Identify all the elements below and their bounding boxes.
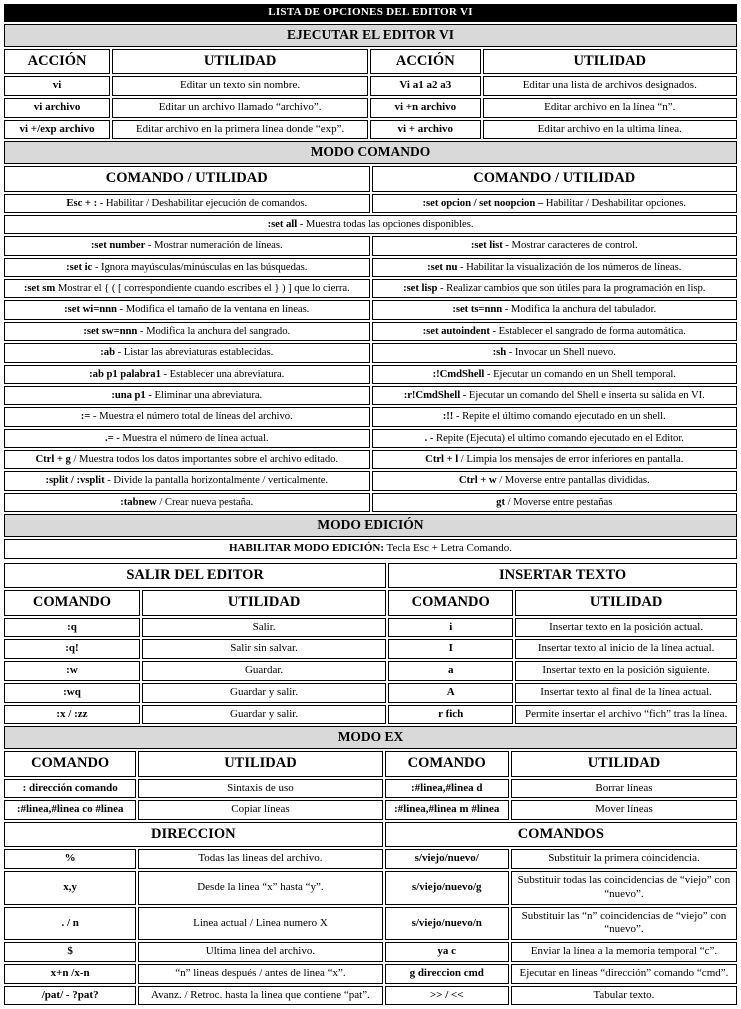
cell-text: Linea actual / Linea numero X	[193, 916, 328, 929]
table-cell	[138, 964, 382, 984]
header-row	[4, 751, 737, 776]
header-cell: UTILIDAD	[483, 49, 737, 74]
table-cell	[4, 493, 370, 512]
cell-text: Insertar texto en la posición actual.	[549, 620, 704, 633]
header-cell: COMANDOS	[385, 822, 737, 847]
table-row	[4, 322, 737, 341]
table-row	[4, 236, 737, 255]
header-cell: UTILIDAD	[138, 751, 382, 776]
table-cell	[385, 779, 509, 799]
table-cell	[4, 539, 737, 559]
cell-command: A	[446, 685, 455, 698]
table-row	[4, 639, 737, 659]
cell-command: Ctrl + w	[458, 474, 497, 487]
cell-text: - Habilitar la visualización de los números de líneas.	[457, 260, 682, 273]
cell-text: - Modifica la anchura del tabulador.	[502, 303, 657, 316]
cell-command: i	[449, 620, 453, 633]
table-cell	[388, 683, 513, 703]
table-modo-comando	[2, 164, 739, 514]
cell-text: Ultima linea del archivo.	[205, 945, 316, 958]
table-cell	[385, 986, 509, 1006]
cell-command: :set ic	[66, 260, 93, 273]
cell-text: Borrar líneas	[595, 781, 653, 794]
table-cell	[372, 236, 738, 255]
table-row	[4, 471, 737, 490]
table-row	[4, 705, 737, 725]
cell-command: :set number	[90, 239, 146, 252]
cell-text: Guardar y salir.	[230, 685, 299, 698]
table-row	[4, 539, 737, 559]
banner-ejecutar: EJECUTAR EL EDITOR VI	[4, 24, 737, 47]
cell-command: :set wi=nnn	[64, 303, 117, 316]
table-cell	[138, 800, 382, 820]
cell-command: vi +n archivo	[394, 100, 457, 113]
header-row	[4, 590, 737, 615]
header-cell: DIRECCION	[4, 822, 383, 847]
table-cell	[511, 779, 737, 799]
cell-text: Salir.	[252, 620, 276, 633]
table-ejecutar	[2, 47, 739, 142]
table-row	[4, 407, 737, 426]
cell-command: :set list	[470, 239, 503, 252]
table-cell	[388, 618, 513, 638]
header-cell: COMANDO / UTILIDAD	[372, 166, 738, 191]
table-cell	[388, 705, 513, 725]
cell-text: - Muestra todas las opciones disponibles.	[297, 217, 474, 230]
table-cell	[372, 322, 738, 341]
table-habilitar	[2, 537, 739, 561]
table-cell	[4, 365, 370, 384]
banner-modo-ex: MODO EX	[4, 726, 737, 749]
sheet-title: LISTA DE OPCIONES DEL EDITOR VI	[4, 4, 737, 22]
table-row	[4, 779, 737, 799]
cell-command: :#linea,#linea d	[410, 781, 483, 794]
cell-text: Insertar texto al inicio de la línea actual.	[537, 642, 715, 655]
table-cell	[4, 300, 370, 319]
cell-text: Mostrar el { ( [ correspondiente cuando escribes el } ) ] que lo cierra.	[55, 282, 350, 295]
header-cell: UTILIDAD	[515, 590, 737, 615]
cell-text: Avanz. / Retroc. hasta la linea que contiene “pat”.	[151, 988, 370, 1001]
table-row	[4, 822, 737, 847]
cell-text: - Habilitar / Deshabilitar ejecución de comandos.	[97, 196, 308, 209]
cell-command: :set ts=nnn	[452, 303, 503, 316]
table-cell	[515, 705, 737, 725]
table-cell	[511, 907, 737, 941]
cell-command: ya c	[437, 945, 457, 958]
table-cell	[112, 120, 368, 140]
cell-command: x+n /x-n	[50, 966, 90, 979]
table-cell	[370, 120, 481, 140]
cell-text: Permite insertar el archivo “fich” tras la línea.	[525, 707, 728, 720]
table-row	[4, 450, 737, 469]
header-cell: COMANDO	[4, 751, 136, 776]
table-row	[4, 871, 737, 905]
cell-text: - Ejecutar un comando en un Shell temporal.	[484, 367, 676, 380]
table-cell	[4, 76, 110, 96]
table-cell	[4, 907, 136, 941]
table-row	[4, 194, 737, 213]
cell-command: :una p1	[111, 388, 146, 401]
cell-text: Substituir todas las coincidencias de “viejo” con “nuevo”.	[517, 874, 731, 900]
table-cell	[4, 683, 140, 703]
cell-command: :!CmdShell	[432, 367, 485, 380]
table-cell	[385, 849, 509, 869]
table-row	[4, 800, 737, 820]
cell-command: s/viejo/nuevo/	[414, 852, 479, 865]
cell-text: Editar archivo en la línea “n”.	[544, 100, 676, 113]
table-row	[4, 618, 737, 638]
table-cell	[4, 215, 737, 234]
cell-text: - Realizar cambios que son útiles para la programación en lisp.	[437, 282, 706, 295]
table-row	[4, 964, 737, 984]
table-cell	[511, 800, 737, 820]
cell-command: :set sm	[23, 282, 56, 295]
cell-command: :set all	[267, 217, 298, 230]
table-cell	[388, 661, 513, 681]
header-row	[4, 166, 737, 191]
table-cell	[4, 429, 370, 448]
table-cell	[4, 705, 140, 725]
cell-command: :x / :zz	[56, 707, 88, 720]
cell-command: :=	[80, 410, 91, 423]
table-cell	[4, 343, 370, 362]
cell-command: :tabnew	[120, 495, 157, 508]
cell-command: Esc + :	[66, 196, 98, 209]
cell-command: vi	[52, 79, 62, 92]
cell-command: :ab p1 palabra1	[89, 367, 161, 380]
table-cell	[4, 120, 110, 140]
header-row	[4, 563, 737, 588]
table-cell	[142, 661, 386, 681]
table-cell	[515, 639, 737, 659]
cell-text: Guardar.	[244, 664, 284, 677]
cell-text: - Invocar un Shell nuevo.	[506, 346, 616, 359]
cell-command: :sh	[492, 346, 507, 359]
table-row	[4, 215, 737, 234]
cell-text: / Moverse entre pantallas divididas.	[496, 474, 650, 487]
cell-text: Enviar la línea a la memoria temporal “c”.	[530, 945, 718, 958]
cell-command: Vi a1 a2 a3	[399, 79, 452, 92]
table-cell	[511, 986, 737, 1006]
cell-text: / Limpia los mensajes de error inferiores en pantalla.	[458, 453, 684, 466]
cell-command: :set opcion / set noopcion –	[422, 196, 544, 209]
header-cell: INSERTAR TEXTO	[388, 563, 737, 588]
table-cell	[4, 450, 370, 469]
cell-command: :#linea,#linea m #linea	[394, 803, 500, 816]
cell-command: :split / :vsplit	[45, 474, 105, 487]
table-cell	[4, 322, 370, 341]
cell-command: vi +/exp archivo	[19, 122, 95, 135]
table-row	[4, 986, 737, 1006]
table-cell	[385, 871, 509, 905]
cell-command: :set sw=nnn	[83, 324, 138, 337]
cell-text: Salir sin salvar.	[230, 642, 298, 655]
cell-text: Mover líneas	[595, 803, 653, 816]
table-row	[4, 98, 737, 118]
table-cell	[4, 471, 370, 490]
cell-text: - Listar las abreviaturas establecidas.	[114, 346, 274, 359]
cell-text: Editar un texto sin nombre.	[180, 79, 301, 92]
cell-text: - Ignora mayúsculas/minúsculas en las búsquedas.	[92, 260, 308, 273]
cell-command: :q	[67, 620, 77, 633]
cell-command: I	[448, 642, 453, 655]
cell-command: : dirección comando	[22, 781, 118, 794]
header-cell: UTILIDAD	[142, 590, 386, 615]
cell-command: vi + archivo	[397, 122, 454, 135]
table-modo-edicion	[2, 561, 739, 727]
table-row	[4, 493, 737, 512]
table-row	[4, 907, 737, 941]
table-cell	[372, 407, 738, 426]
table-row	[4, 300, 737, 319]
table-cell	[372, 194, 738, 213]
cell-text: Substituir la primera coincidencia.	[548, 852, 700, 865]
cell-command: .	[424, 431, 428, 444]
cell-command: vi archivo	[33, 100, 81, 113]
header-cell: UTILIDAD	[112, 49, 368, 74]
cell-text: Insertar texto al final de la línea actual.	[540, 685, 712, 698]
banner-modo-comando: MODO COMANDO	[4, 141, 737, 164]
cell-text: Copiar líneas	[231, 803, 290, 816]
table-cell	[4, 986, 136, 1006]
cell-command: >> / <<	[429, 988, 464, 1001]
cell-command: :w	[66, 664, 78, 677]
table-cell	[142, 705, 386, 725]
cell-text: Insertar texto en la posición siguiente.	[542, 664, 710, 677]
table-cell	[385, 964, 509, 984]
table-cell	[138, 942, 382, 962]
table-cell	[4, 618, 140, 638]
table-cell	[483, 120, 737, 140]
header-cell: COMANDO	[385, 751, 509, 776]
cell-text: Todas las lineas del archivo.	[198, 852, 323, 865]
table-cell	[4, 98, 110, 118]
table-row	[4, 343, 737, 362]
table-cell	[370, 76, 481, 96]
table-row	[4, 683, 737, 703]
table-cell	[372, 429, 738, 448]
cell-text: - Ejecutar un comando del Shell e inserta su salida en VI.	[460, 388, 705, 401]
cell-command: r fich	[438, 707, 464, 720]
table-row	[4, 365, 737, 384]
table-cell	[515, 683, 737, 703]
table-cell	[4, 661, 140, 681]
table-row	[4, 279, 737, 298]
header-cell: COMANDO	[388, 590, 513, 615]
header-cell: ACCIÓN	[370, 49, 481, 74]
table-cell	[4, 639, 140, 659]
cell-text: Habilitar / Deshabilitar opciones.	[543, 196, 686, 209]
cell-command: %	[64, 852, 76, 865]
table-cell	[385, 800, 509, 820]
table-cell	[372, 365, 738, 384]
cell-command: :wq	[63, 685, 81, 698]
table-cell	[372, 450, 738, 469]
table-cell	[4, 258, 370, 277]
cell-text: Editar una lista de archivos designados.	[522, 79, 697, 92]
table-cell	[515, 661, 737, 681]
cell-command: :set autoindent	[422, 324, 490, 337]
cell-text: “n” lineas después / antes de linea “x”.	[175, 966, 346, 979]
table-cell	[4, 871, 136, 905]
table-cell	[4, 279, 370, 298]
table-cell	[4, 386, 370, 405]
cell-text: - Establecer una abreviatura.	[160, 367, 285, 380]
header-cell: COMANDO / UTILIDAD	[4, 166, 370, 191]
table-cell	[511, 871, 737, 905]
table-row	[4, 258, 737, 277]
table-cell	[138, 779, 382, 799]
table-cell	[515, 618, 737, 638]
cell-text: Substituir las “n” coincidencias de “viejo” con “nuevo”.	[521, 909, 727, 936]
table-cell	[4, 407, 370, 426]
table-cell	[138, 907, 382, 941]
table-cell	[385, 907, 509, 941]
table-cell	[372, 279, 738, 298]
cell-text: Tabular texto.	[593, 988, 655, 1001]
table-cell	[511, 942, 737, 962]
cell-command: :q!	[65, 642, 79, 655]
cell-text: - Mostrar numeración de líneas.	[145, 239, 283, 252]
table-row	[4, 76, 737, 96]
table-row	[4, 849, 737, 869]
cell-text: / Muestra todos los datos importantes sobre el archivo editado.	[70, 453, 339, 466]
table-row	[4, 429, 737, 448]
cell-text: - Divide la pantalla horizontalmente / verticalmente.	[104, 474, 329, 487]
cell-command: :r!CmdShell	[403, 388, 461, 401]
cell-text: Guardar y salir.	[230, 707, 299, 720]
table-cell	[4, 236, 370, 255]
table-row	[4, 942, 737, 962]
cell-command: Ctrl + l	[425, 453, 459, 466]
table-cell	[138, 849, 382, 869]
cell-text: Editar archivo en la ultima línea.	[537, 122, 682, 135]
cell-text: Sintaxis de uso	[227, 781, 294, 794]
table-cell	[372, 386, 738, 405]
table-cell	[4, 779, 136, 799]
table-cell	[142, 683, 386, 703]
table-cell	[372, 343, 738, 362]
cell-command: $	[67, 945, 73, 958]
table-cell	[483, 76, 737, 96]
table-cell	[4, 800, 136, 820]
table-cell	[483, 98, 737, 118]
cell-command: s/viejo/nuevo/g	[411, 881, 482, 894]
table-cell	[138, 871, 382, 905]
cell-text: - Repite (Ejecuta) el ultimo comando ejecutado en el Editor.	[427, 431, 684, 444]
cell-text: Editar archivo en la primera línea donde “exp”.	[135, 122, 345, 135]
table-cell	[370, 98, 481, 118]
header-row	[4, 49, 737, 74]
cell-text: - Muestra el número total de líneas del archivo.	[90, 410, 293, 423]
cell-text: Ejecutar en lineas “dirección” comando “cmd”.	[519, 966, 729, 979]
table-cell	[138, 986, 382, 1006]
cell-command: Ctrl + g	[35, 453, 71, 466]
cell-text: - Eliminar una abreviatura.	[145, 388, 263, 401]
table-cell	[112, 76, 368, 96]
cell-command: g direccion cmd	[409, 966, 484, 979]
header-cell: COMANDO	[4, 590, 140, 615]
table-cell	[372, 493, 738, 512]
cell-text: Editar un archivo llamado “archivo”.	[158, 100, 322, 113]
cell-command: a	[447, 664, 454, 677]
cell-text: Desde la linea “x” hasta “y”.	[197, 881, 324, 894]
table-cell	[4, 849, 136, 869]
table-cell	[385, 942, 509, 962]
cell-command: :!!	[442, 410, 454, 423]
cell-command: . / n	[61, 916, 79, 929]
table-cell	[372, 471, 738, 490]
cell-text: - Modifica la anchura del sangrado.	[137, 324, 291, 337]
cell-command: HABILITAR MODO EDICIÓN:	[228, 542, 384, 555]
cell-command: x,y	[63, 881, 78, 894]
table-cell	[4, 964, 136, 984]
table-row	[4, 386, 737, 405]
table-cell	[142, 618, 386, 638]
header-cell: SALIR DEL EDITOR	[4, 563, 386, 588]
cell-command: .=	[104, 431, 114, 444]
cell-text: - Mostrar caracteres de control.	[502, 239, 638, 252]
cell-command: :set lisp	[403, 282, 438, 295]
table-cell	[388, 639, 513, 659]
table-cell	[372, 300, 738, 319]
cell-text: - Repite el último comando ejecutado en un shell.	[453, 410, 666, 423]
cell-command: /pat/ - ?pat?	[41, 988, 99, 1001]
header-cell: UTILIDAD	[511, 751, 737, 776]
banner-modo-edicion: MODO EDICIÓN	[4, 514, 737, 537]
table-cell	[372, 258, 738, 277]
table-cell	[142, 639, 386, 659]
cell-text: - Muestra el número de línea actual.	[113, 431, 269, 444]
table-row	[4, 661, 737, 681]
table-row	[4, 120, 737, 140]
cell-command: :#linea,#linea co #linea	[16, 803, 124, 816]
header-cell: ACCIÓN	[4, 49, 110, 74]
table-modo-ex	[2, 749, 739, 1007]
table-cell	[4, 194, 370, 213]
cell-text: - Modifica el tamaño de la ventana en líneas.	[116, 303, 310, 316]
cell-text: - Establecer el sangrado de forma automática.	[489, 324, 686, 337]
cell-text: Tecla Esc + Letra Comando.	[384, 542, 513, 555]
table-cell	[511, 849, 737, 869]
cell-command: :ab	[100, 346, 115, 359]
cell-command: gt	[496, 495, 505, 508]
cell-command: :set nu	[427, 260, 458, 273]
table-cell	[511, 964, 737, 984]
cell-text: / Moverse entre pestañas	[504, 495, 613, 508]
cell-text: / Crear nueva pestaña.	[156, 495, 254, 508]
cell-command: s/viejo/nuevo/n	[411, 916, 482, 929]
table-cell	[112, 98, 368, 118]
table-cell	[4, 942, 136, 962]
